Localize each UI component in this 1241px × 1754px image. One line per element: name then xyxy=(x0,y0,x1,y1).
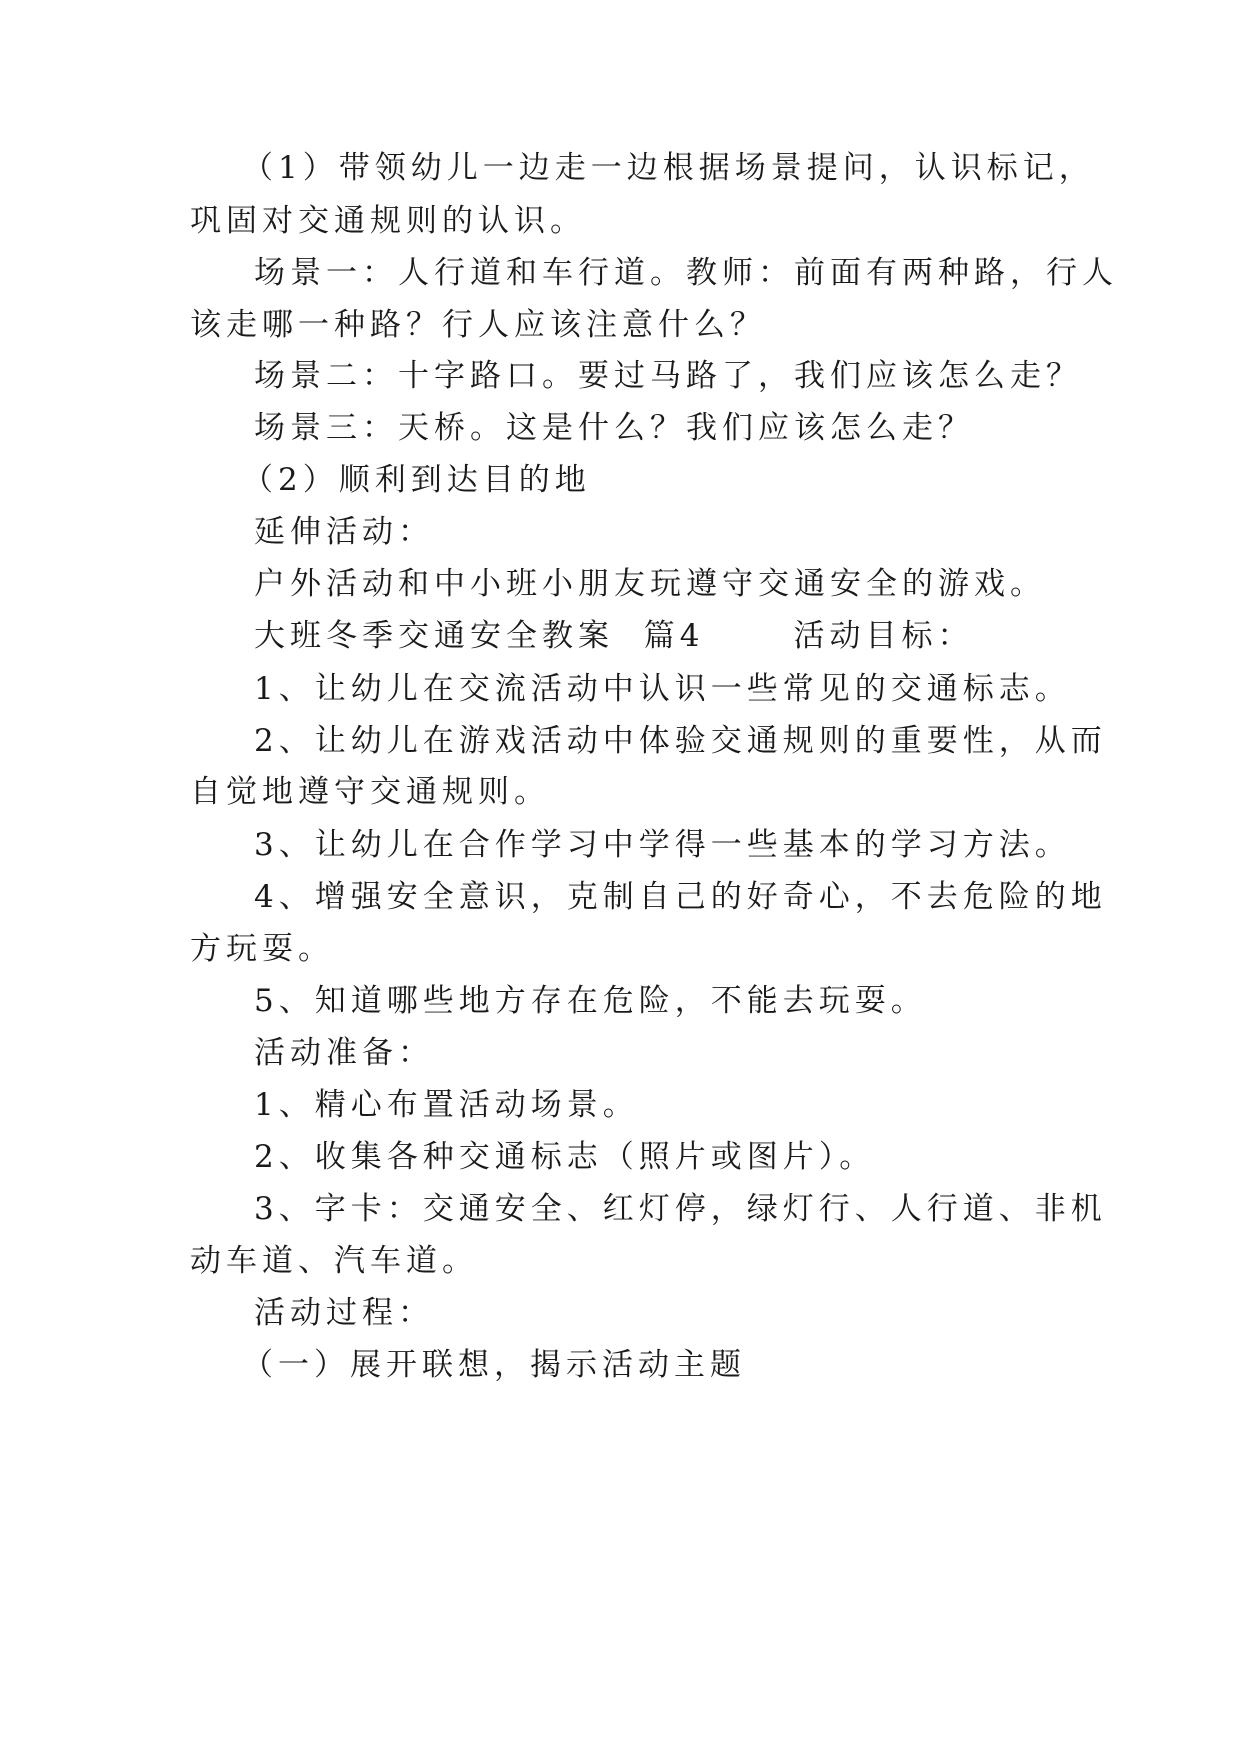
text-line: 2、让幼儿在游戏活动中体验交通规则的重要性，从而 xyxy=(254,723,1107,759)
text-line: 动车道、汽车道。 xyxy=(190,1243,478,1279)
text-line: 巩固对交通规则的认识。 xyxy=(190,203,586,239)
text-line: 3、字卡：交通安全、红灯停，绿灯行、人行道、非机 xyxy=(254,1191,1107,1227)
text-line: 场景二：十字路口。要过马路了，我们应该怎么走？ xyxy=(254,358,1082,394)
text-line: 自觉地遵守交通规则。 xyxy=(190,774,550,810)
text-line: 3、让幼儿在合作学习中学得一些基本的学习方法。 xyxy=(254,827,1071,863)
text-line: （一）展开联想，揭示活动主题 xyxy=(242,1347,746,1383)
text-line: 1、让幼儿在交流活动中认识一些常见的交通标志。 xyxy=(254,671,1071,707)
text-line: 场景一：人行道和车行道。教师：前面有两种路，行人 xyxy=(254,255,1118,291)
text-line: 该走哪一种路？行人应该注意什么？ xyxy=(190,307,766,343)
text-line: 1、精心布置活动场景。 xyxy=(254,1087,639,1123)
text-line: 场景三：天桥。这是什么？我们应该怎么走？ xyxy=(254,410,974,446)
section-heading: 大班冬季交通安全教案 篇4 活动目标： xyxy=(254,618,974,654)
text-line: 方玩耍。 xyxy=(190,931,334,967)
text-line: 4、增强安全意识，克制自己的好奇心，不去危险的地 xyxy=(254,879,1107,915)
text-line: 户外活动和中小班小朋友玩遵守交通安全的游戏。 xyxy=(254,566,1046,602)
text-line: 活动过程： xyxy=(254,1295,434,1331)
text-line: 活动准备： xyxy=(254,1035,434,1071)
text-line: 5、知道哪些地方存在危险，不能去玩耍。 xyxy=(254,983,927,1019)
text-line: （1）带领幼儿一边走一边根据场景提问，认识标记， xyxy=(242,150,1095,186)
text-line: （2）顺利到达目的地 xyxy=(242,462,591,498)
text-line: 2、收集各种交通标志（照片或图片）。 xyxy=(254,1139,876,1175)
text-line: 延伸活动： xyxy=(254,514,434,550)
